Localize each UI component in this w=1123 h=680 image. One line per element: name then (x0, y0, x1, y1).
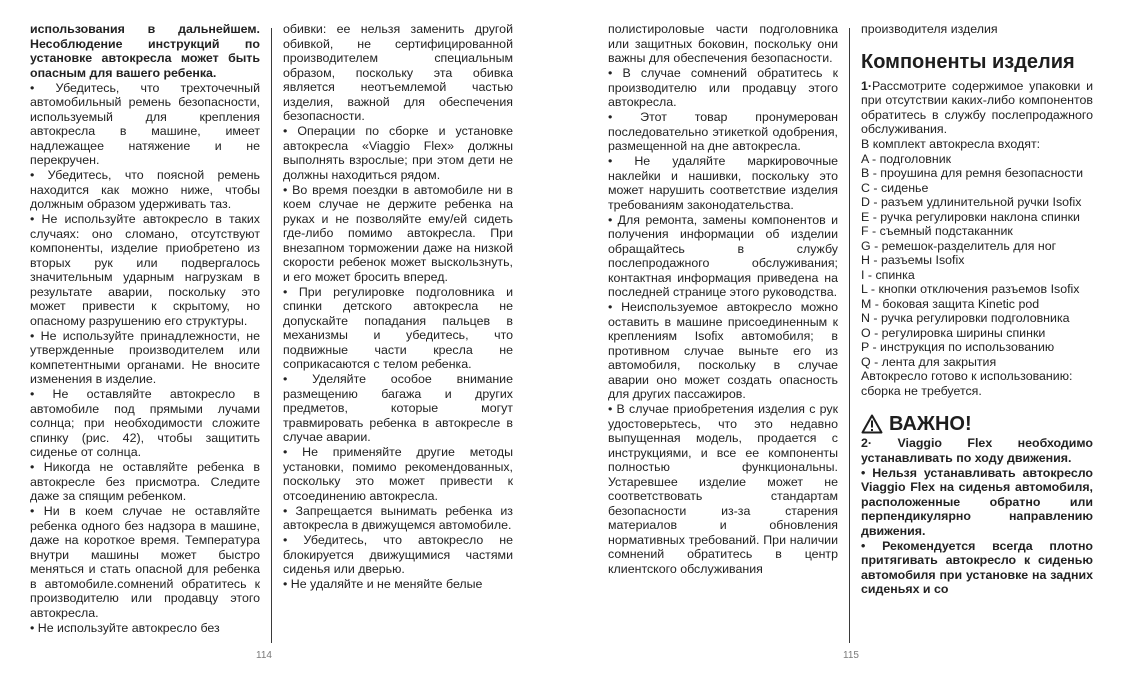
component-item: A - подголовник (861, 151, 952, 166)
component-item: L - кнопки отключения разъемов Isofix (861, 282, 1080, 296)
component-item: D - разъем удлинительной ручки Isofix (861, 195, 1082, 209)
component-item: N - ручка регулировки подголовника (861, 311, 1070, 325)
left-page-column-1 (30, 22, 260, 642)
component-item: Q - лента для закрытия (861, 354, 997, 369)
component-item: O - регулировка ширины спинки (861, 325, 1046, 340)
paragraph: • Никогда не оставляйте ребенка в автокресле без присмотра. Следите даже за спящим ребенком. (30, 460, 260, 503)
paragraph: • В случае сомнений обратитесь к производителю или продавцу этого автокресла. (608, 66, 838, 109)
components-intro-text: Рассмотрите содержимое упаковки и при отсутствии каких-либо компонентов обратитесь в службу послепродажного обслуживания. (861, 78, 1093, 136)
component-item: P - инструкция по использованию (861, 340, 1055, 354)
component-item: E - ручка регулировки наклона спинки (861, 209, 1080, 224)
important-item: • Нельзя устанавливать автокресло Viaggio Flex на сиденья автомобиля, расположенные обратно или перпендикулярно направлению движения. (861, 465, 1093, 538)
components-ready: Автокресло готово к использованию: сборка не требуется. (861, 369, 1073, 398)
paragraph: • Убедитесь, что трехточечный автомобильный ремень безопасности, используемый для крепления автокресла в машине, имеет надлежащее натяжение и не перекручен. (30, 80, 260, 167)
paragraph: • Во время поездки в автомобиле ни в коем случае не держите ребенка на руках и не позволяйте ему/ей сидеть где-либо помимо автокресла. При внезапном торможении даже на низкой скорости ребенок может выскользнуть, и его может бросить вперед. (283, 182, 513, 284)
important-list (861, 436, 1093, 597)
page-number-right: 115 (843, 650, 859, 661)
components-list-intro: В комплект автокресла входят: (861, 137, 1041, 151)
components-heading: Компоненты изделия (861, 50, 1075, 73)
important-header (861, 414, 1093, 434)
paragraph: • Неиспользуемое автокресло можно оставить в машине присоединенным к креплениям Isofix автомобиля; в противном случае выньте его из автомобиля, поскольку в случае аварии оно может создать опасность для других пассажиров. (608, 300, 838, 401)
components-list (861, 152, 1093, 370)
paragraph: обивки: ее нельзя заменить другой обивкой, не сертифицированной производителем специальным образом, поскольку эта обивка является неотъемлемой частью изделия, важной для обеспечения безопасности. (283, 22, 513, 123)
paragraph: • Не используйте автокресло в таких случаях: оно сломано, отсутствуют компоненты, изделие приобретено из вторых рук или подвергалось значительным ударным нагрузкам в результате аварии, поскольку это может привести к скрытому, но опасному разрушению его структуры. (30, 212, 260, 328)
component-item: B - проушина для ремня безопасности (861, 166, 1084, 180)
paragraph: • Уделяйте особое внимание размещению багажа и других предметов, которые могут травмировать ребенка в автокресле в случае аварии. (283, 372, 513, 444)
paragraph: • Ни в коем случае не оставляйте ребенка одного без надзора в машине, даже на короткое время. Температура внутри машины может быстро меняться и стать опасной для ребенка в автомобиле.сомнений обратитесь к производителю или продавцу этого автокресла. (30, 504, 260, 620)
paragraph: • Не применяйте другие методы установки, помимо рекомендованных, поскольку это может привести к отсоединению автокресла. (283, 445, 513, 503)
continuation-text: производителя изделия (861, 22, 998, 36)
right-page-column-1 (608, 22, 838, 642)
left-page-divider (271, 28, 272, 643)
paragraph: • Не используйте принадлежности, не утвержденные производителем или компетентными органами. Не вносите изменения в изделие. (30, 328, 260, 386)
paragraph: • Убедитесь, что поясной ремень находится как можно ниже, чтобы должным образом удерживать таз. (30, 168, 260, 211)
component-item: I - спинка (861, 267, 915, 282)
component-item: M - боковая защита Kinetic pod (861, 296, 1040, 311)
component-item: H - разъемы Isofix (861, 253, 965, 267)
step-number: 1· (861, 78, 873, 93)
important-heading: ВАЖНО! (889, 413, 972, 435)
paragraph: • Запрещается вынимать ребенка из автокресла в движущемся автомобиле. (283, 503, 513, 532)
paragraph: • Не удаляйте и не меняйте белые (283, 577, 483, 591)
important-item: 2· Viaggio Flex необходимо устанавливать по ходу движения. (861, 436, 1093, 465)
paragraph: • Для ремонта, замены компонентов и получения информации об изделии обращайтесь в службу послепродажного обслуживания; контактная информация приведена на последней странице этого руководства. (608, 212, 838, 299)
paragraph: • Этот товар пронумерован последовательно этикеткой одобрения, размещенной на дне автокресла. (608, 110, 838, 153)
paragraph: использования в дальнейшем. Несоблюдение инструкций по установке автокресла может быть опасным для вашего ребенка. (30, 22, 260, 80)
paragraph: • Не удаляйте маркировочные наклейки и нашивки, поскольку это может нарушить соответствие изделия требованиям законодательства. (608, 154, 838, 212)
paragraph: • Не используйте автокресло без (30, 620, 220, 635)
paragraph: • Не оставляйте автокресло в автомобиле под прямыми лучами солнца; при необходимости сложите спинку (рис. 42), чтобы защитить сиденье от солнца. (30, 387, 260, 459)
paragraph: • При регулировке подголовника и спинки детского автокресла не допускайте попадания пальцев в механизмы и убедитесь, что подвижные части кресла не соприкасаются с телом ребенка. (283, 284, 513, 371)
page-number-left: 114 (256, 650, 272, 661)
right-page-divider (849, 28, 850, 643)
component-item: G - ремешок-разделитель для ног (861, 238, 1057, 253)
important-item: • Рекомендуется всегда плотно притягивать автокресло к сиденью автомобиля при установке на задних сиденьях и со (861, 538, 1093, 596)
paragraph: • В случае приобретения изделия с рук удостоверьтесь, что это недавно выпущенная модель, продается с инструкциями, и все ее компоненты полностью функциональны. Устаревшее изделие может не соответствовать стандартам безопасности из-за старения материалов и обновления нормативных требований. При наличии сомнений обратитесь в центр клиентского обслуживания (608, 402, 838, 576)
component-item: C - сиденье (861, 180, 929, 195)
right-page-column-2 (861, 22, 1093, 642)
warning-triangle-icon (861, 414, 883, 434)
paragraph: полистироловые части подголовника или защитных боковин, поскольку они важны для обеспечения безопасности. (608, 22, 838, 65)
components-intro (861, 79, 1093, 137)
paragraph: • Убедитесь, что автокресло не блокируется движущимися частями сиденья или дверью. (283, 533, 513, 576)
left-page-column-2 (283, 22, 513, 642)
paragraph: • Операции по сборке и установке автокресла «Viaggio Flex» должны выполнять взрослые; при этом дети не должны находиться рядом. (283, 124, 513, 182)
component-item: F - съемный подстаканник (861, 224, 1013, 238)
